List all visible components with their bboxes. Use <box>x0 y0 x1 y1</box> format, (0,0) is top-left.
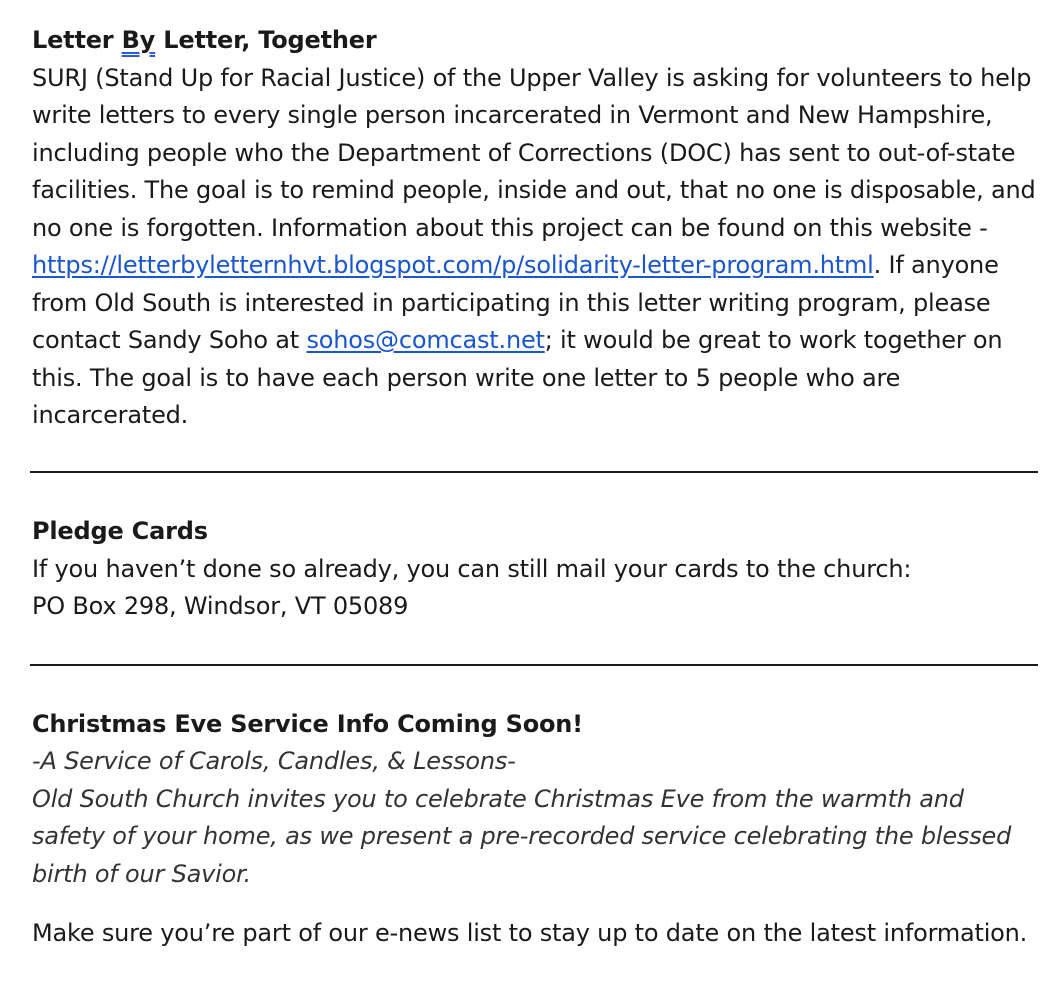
mailing-address: PO Box 298, Windsor, VT 05089 <box>32 592 409 620</box>
letter-program-paragraph <box>32 60 1040 435</box>
paragraph-text: ; it would be great to work together on this. The goal is to have each person write one letter to 5 people who are incarcerated. <box>32 326 1003 429</box>
christmas-eve-section <box>32 706 1040 953</box>
section-divider <box>30 664 1038 666</box>
letter-by-letter-section <box>32 22 1040 447</box>
section-title-pledge-cards: Pledge Cards <box>32 517 208 545</box>
document-body <box>32 22 1040 953</box>
section-divider <box>30 471 1038 473</box>
pledge-cards-section <box>32 513 1040 626</box>
section-title-letter-by-letter <box>32 22 1040 60</box>
title-part: Letter <box>32 26 122 54</box>
spellcheck-underlined-word: By <box>121 26 156 54</box>
service-subtitle: -A Service of Carols, Candles, & Lessons- <box>32 747 516 775</box>
section-title-christmas-eve: Christmas Eve Service Info Coming Soon! <box>32 709 583 738</box>
enews-note: Make sure you’re part of our e-news list to stay up to date on the latest information. <box>32 919 1028 947</box>
email-link[interactable]: sohos@comcast.net <box>306 326 545 354</box>
paragraph-text: . If anyone from Old South is interested in participating in this letter writing program, please contact Sandy Soho at <box>32 251 999 354</box>
pledge-instructions: If you haven’t done so already, you can still mail your cards to the church: <box>32 554 912 583</box>
service-description: Old South Church invites you to celebrate Christmas Eve from the warmth and safety of your home, as we present a pre-recorded service celebrating the blessed birth of our Savior. <box>32 784 1012 888</box>
title-part: Letter, Together <box>155 26 377 54</box>
website-link[interactable]: https://letterbyletternhvt.blogspot.com/p/solidarity-letter-program.html <box>32 251 874 279</box>
paragraph-text: SURJ (Stand Up for Racial Justice) of the Upper Valley is asking for volunteers to help write letters to every single person incarcerated in Vermont and New Hampshire, including people who the Department of Corrections (DOC) has sent to out-of-state facilities. The goal is to remind people, inside and out, that no one is disposable, and no one is forgotten. Information about this project can be found on this website - <box>32 63 1036 242</box>
